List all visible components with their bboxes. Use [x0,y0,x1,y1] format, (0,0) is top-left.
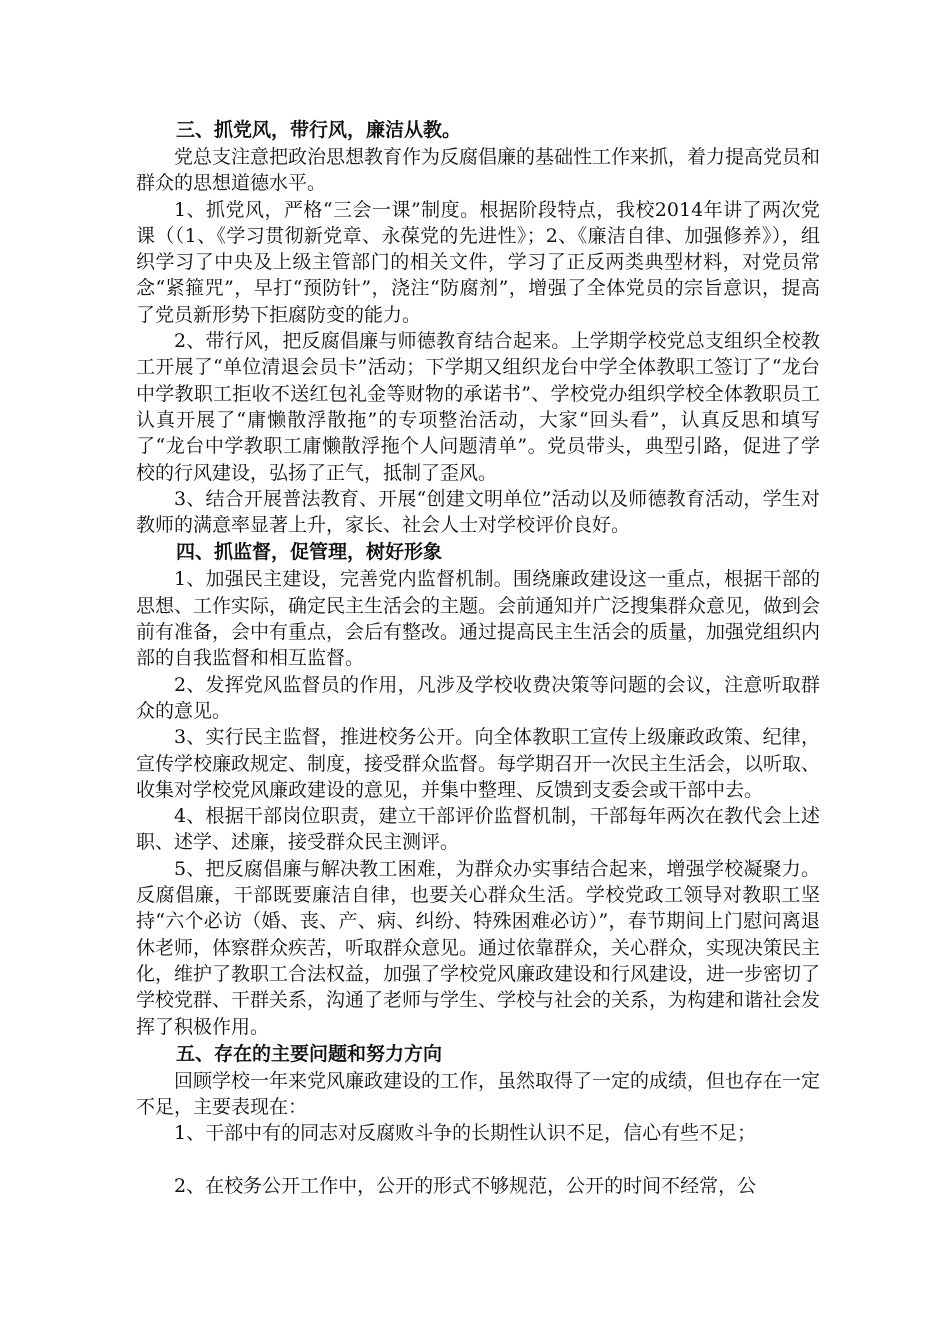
paragraph-trailing: 2、在校务公开工作中，公开的形式不够规范，公开的时间不经常，公 [174,1174,757,1197]
paragraph: 1、抓党风，严格“三会一课”制度。根据阶段特点，我校2014年讲了两次党课（（1、《学习贯彻新党章、永葆党的先进性》；2、《廉洁自律、加强修养》），组织学习了中央及上级主管部门的相关文件，学习了正反两类典型材料，对党员常念“紧箍咒”，早打“预防针”，浇注“防腐剂”，增强了全体党员的宗旨意识，提高了党员新形势下拒腐防变的能力。 [136,198,820,326]
paragraph: 回顾学校一年来党风廉政建设的工作，虽然取得了一定的成绩，但也存在一定不足，主要表现在： [136,1069,821,1119]
paragraph: 党总支注意把政治思想教育作为反腐倡廉的基础性工作来抓，着力提高党员和群众的思想道德水平。 [136,146,821,195]
section-heading-4: 四、抓监督，促管理，树好形象 [176,541,443,564]
section-heading-5: 五、存在的主要问题和努力方向 [176,1042,443,1065]
document-page [136,116,820,1199]
paragraph: 5、把反腐倡廉与解决教工困难，为群众办实事结合起来，增强学校凝聚力。反腐倡廉，干部既要廉洁自律，也要关心群众生活。学校党政工领导对教职工坚持“六个必访（婚、丧、产、病、纠纷、特殊困难必访）”，春节期间上门慰问离退休老师，体察群众疾苦，听取群众意见。通过依靠群众，关心群众，实现决策民主化，维护了教职工合法权益，加强了学校党风廉政建设和行风建设，进一步密切了学校党群、干群关系，沟通了老师与学生、学校与社会的关系，为构建和谐社会发挥了积极作用。 [136,857,821,1038]
paragraph: 3、实行民主监督，推进校务公开。向全体教职工宣传上级廉政政策、纪律，宣传学校廉政规定、制度，接受群众监督。每学期召开一次民主生活会，以听取、收集对学校党风廉政建设的意见，并集中整理、反馈到支委会或干部中去。 [136,726,821,801]
paragraph: 4、根据干部岗位职责，建立干部评价监督机制，干部每年两次在教代会上述职、述学、述廉，接受群众民主测评。 [136,805,820,854]
blank-line [136,1147,820,1173]
paragraph: 2、带行风，把反腐倡廉与师德教育结合起来。上学期学校党总支组织全校教工开展了“单位清退会员卡”活动；下学期又组织龙台中学全体教职工签订了“龙台中学教职工拒收不送红包礼金等财物的承诺书”、学校党办组织学校全体教职员工认真开展了“庸懒散浮散拖”的专项整治活动，大家“回头看”，认真反思和填写了“龙台中学教职工庸懒散浮拖个人问题清单”。党员带头，典型引路，促进了学校的行风建设，弘扬了正气，抵制了歪风。 [136,330,820,484]
section-heading-3: 三、抓党风，带行风，廉洁从教。 [176,119,462,141]
paragraph: 1、干部中有的同志对反腐败斗争的长期性认识不足，信心有些不足； [174,1122,757,1145]
paragraph: 1、加强民主建设，完善党内监督机制。围绕廉政建设这一重点，根据干部的思想、工作实际，确定民主生活会的主题。会前通知并广泛搜集群众意见，做到会前有准备，会中有重点，会后有整改。通过提高民主生活会的质量，加强党组织内部的自我监督和相互监督。 [136,568,821,670]
paragraph: 2、发挥党风监督员的作用，凡涉及学校收费决策等问题的会议，注意听取群众的意见。 [136,673,820,722]
paragraph: 3、结合开展普法教育、开展“创建文明单位”活动以及师德教育活动，学生对教师的满意率显著上升，家长、社会人士对学校评价良好。 [136,487,820,537]
